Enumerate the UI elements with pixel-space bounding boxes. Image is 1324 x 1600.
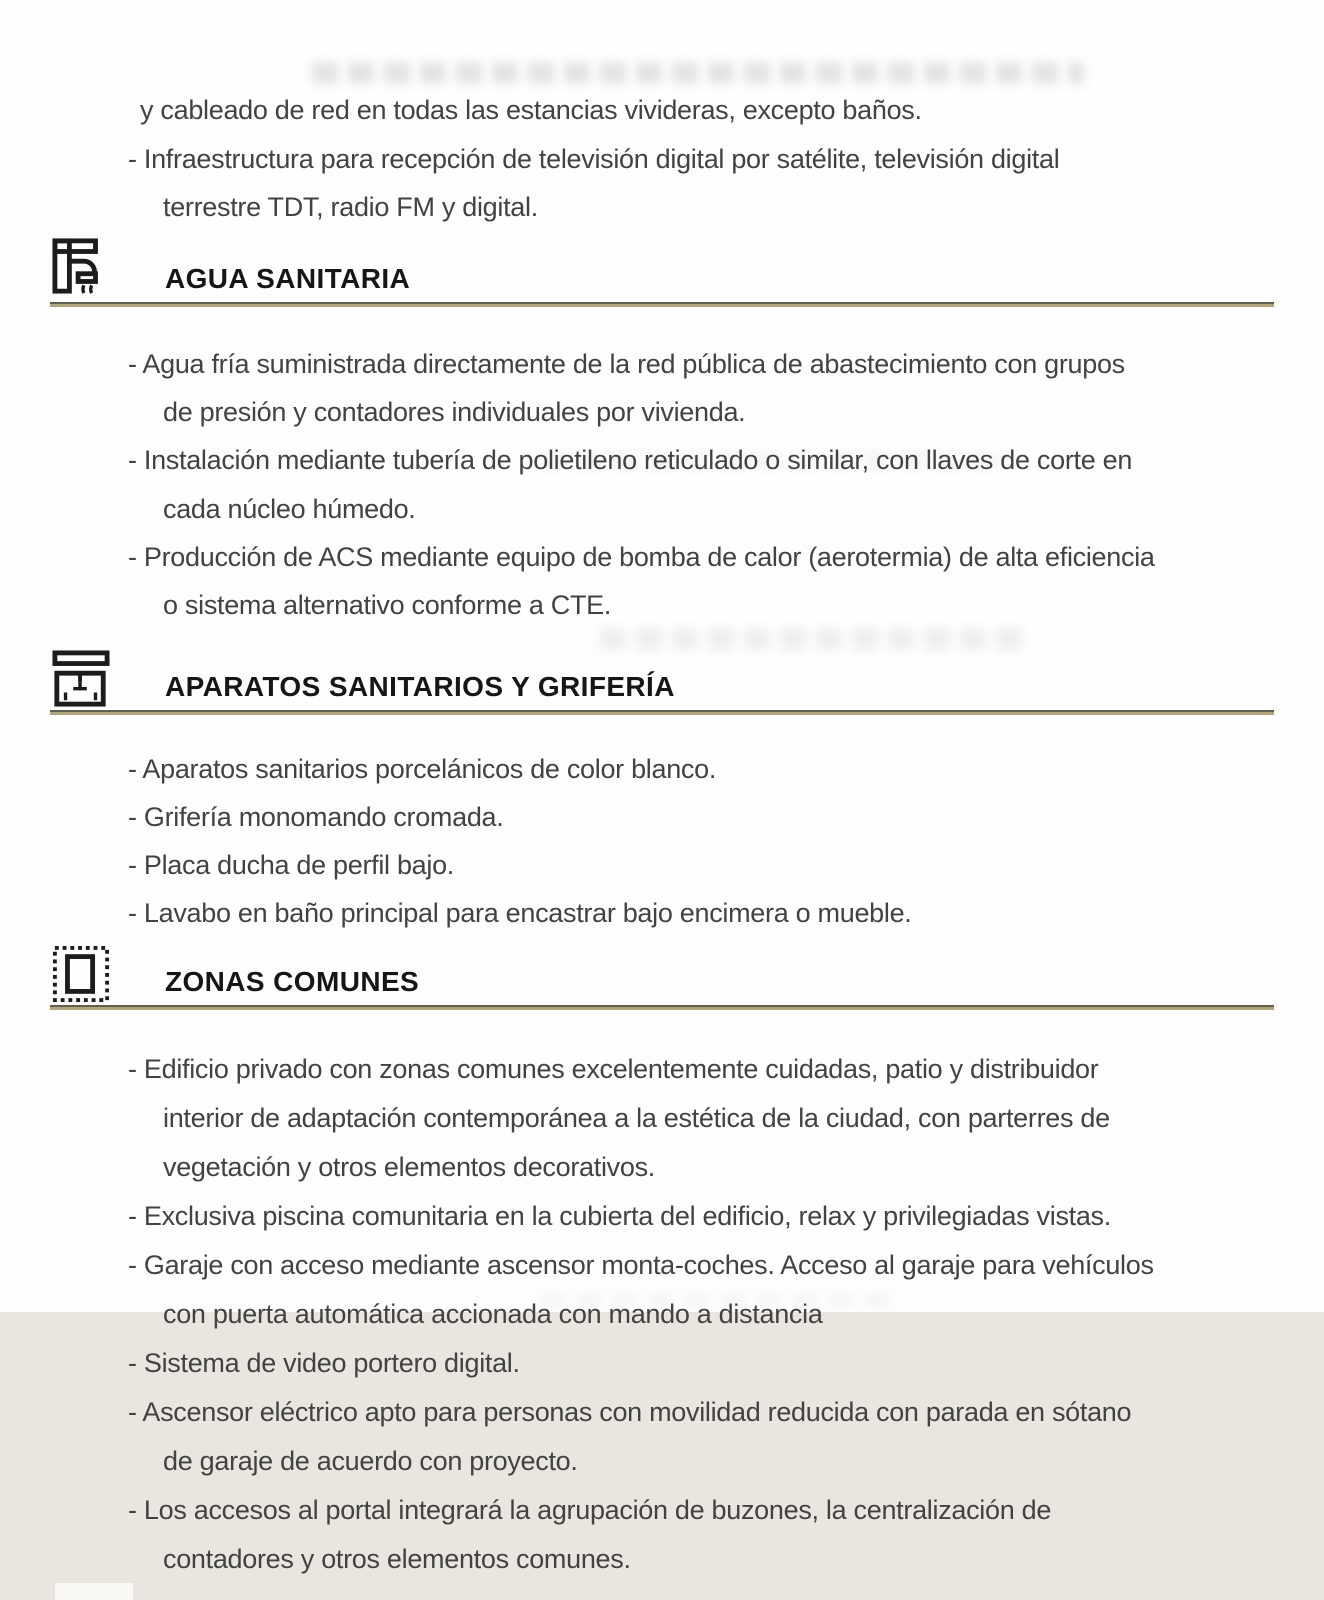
- spec-line: - Instalación mediante tubería de polietileno reticulado o similar, con llaves de corte en: [128, 445, 1133, 476]
- section-header: [0, 945, 1324, 1010]
- spec-line: - Ascensor eléctrico apto para personas con movilidad reducida con parada en sótano: [128, 1396, 1132, 1427]
- spec-line: - Sistema de video portero digital.: [128, 1347, 520, 1378]
- spec-line: de presión y contadores individuales por vivienda.: [163, 397, 746, 428]
- washbasin-icon: [52, 650, 110, 708]
- spec-line: - Lavabo en baño principal para encastrar bajo encimera o mueble.: [128, 897, 912, 928]
- section-title: AGUA SANITARIA: [165, 263, 411, 294]
- spec-line: - Placa ducha de perfil bajo.: [128, 849, 455, 880]
- spec-line: - Aparatos sanitarios porcelánicos de color blanco.: [128, 753, 717, 784]
- section-title: ZONAS COMUNES: [165, 965, 420, 997]
- spec-line: o sistema alternativo conforme a CTE.: [163, 589, 612, 620]
- section-title: APARATOS SANITARIOS Y GRIFERÍA: [165, 670, 675, 702]
- spec-line: - Edificio privado con zonas comunes excelentemente cuidadas, patio y distribuidor: [128, 1053, 1099, 1084]
- spec-line: interior de adaptación contemporánea a la estética de la ciudad, con parterres de: [163, 1102, 1110, 1133]
- spec-line: vegetación y otros elementos decorativos.: [163, 1151, 655, 1182]
- spec-line: terrestre TDT, radio FM y digital.: [163, 192, 538, 222]
- section-underline: [50, 710, 1274, 715]
- section-underline: [50, 1005, 1274, 1010]
- section-header: [0, 237, 1324, 307]
- dashed-square-icon: [52, 945, 110, 1003]
- spec-line: - Exclusiva piscina comunitaria en la cubierta del edificio, relax y privilegiadas vistas.: [128, 1200, 1111, 1231]
- spec-line: de garaje de acuerdo con proyecto.: [163, 1445, 578, 1476]
- spec-line: - Los accesos al portal integrará la agrupación de buzones, la centralización de: [128, 1494, 1052, 1525]
- spec-line: - Grifería monomando cromada.: [128, 801, 504, 832]
- scan-artifact-patch: [55, 1583, 133, 1600]
- spec-line: y cableado de red en todas las estancias vivideras, excepto baños.: [140, 95, 922, 125]
- spec-line: - Garaje con acceso mediante ascensor monta-coches. Acceso al garaje para vehículos: [128, 1249, 1154, 1280]
- section-underline: [50, 302, 1274, 307]
- spec-line: con puerta automática accionada con mando a distancia: [163, 1298, 823, 1329]
- spec-line: cada núcleo húmedo.: [163, 493, 416, 524]
- spec-line: - Agua fría suministrada directamente de la red pública de abastecimiento con grupos: [128, 349, 1125, 379]
- spec-line: - Producción de ACS mediante equipo de bomba de calor (aerotermia) de alta eficiencia: [128, 541, 1155, 572]
- section-header: [0, 650, 1324, 715]
- faucet-icon: [52, 237, 110, 295]
- spec-line: contadores y otros elementos comunes.: [163, 1543, 631, 1574]
- spec-line: - Infraestructura para recepción de televisión digital por satélite, televisión digital: [128, 143, 1060, 174]
